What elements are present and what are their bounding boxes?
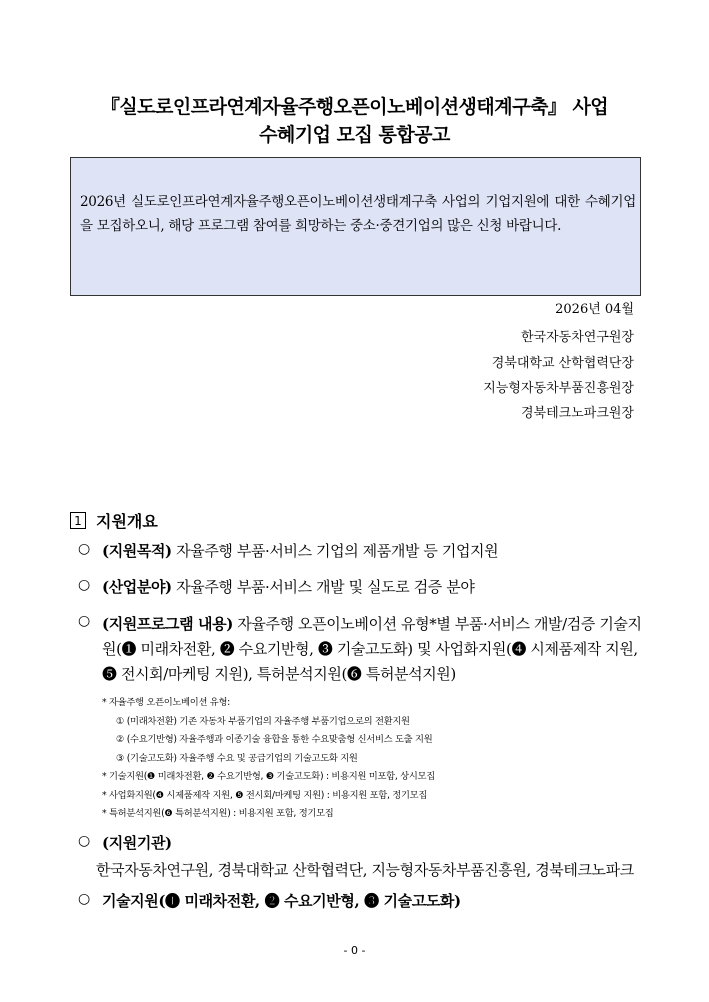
item-text: 자율주행 부품·서비스 기업의 제품개발 등 기업지원 — [171, 542, 499, 560]
intro-text: 2026년 실도로인프라연계자율주행오픈이노베이션생태계구축 사업의 기업지원에 대한 수혜기업을 모집하오니, 해당 프로그램 참여를 희망하는 중소·중견기업의 많은 신청 바랍니다. — [80, 194, 636, 234]
signatory: 경북대학교 산학협력단장 — [491, 356, 634, 371]
announcement-title-line1: 『실도로인프라연계자율주행오픈이노베이션생태계구축』 사업 — [100, 96, 609, 118]
footnote: ③ (기술고도화) 자율주행 수요 및 공급기업의 기술고도화 지원 — [116, 752, 358, 764]
signatory: 경북테크노파크원장 — [520, 406, 634, 421]
announcement-title-line2: 수혜기업 모집 통합공고 — [259, 124, 450, 146]
footnote: * 사업화지원(❹ 시제품제작 지원, ❺ 전시회/마케팅 지원) : 비용지원 포함, 정기모집 — [102, 789, 428, 801]
item-label: 기술지원(❶ 미래차전환, ❷ 수요기반형, ❸ 기술고도화) — [102, 892, 461, 910]
section-heading — [70, 509, 158, 532]
list-item — [78, 890, 648, 911]
item-label: (지원프로그램 내용) — [102, 615, 233, 633]
item-label: (지원목적) — [102, 542, 172, 560]
announcement-date: 2026년 04월 — [555, 302, 634, 317]
footnotes — [102, 694, 435, 824]
bullet-circle-icon: ○ — [78, 577, 90, 593]
list-item — [78, 612, 648, 687]
bullet-circle-icon: ○ — [78, 891, 90, 907]
footnote: ① (미래차전환) 기존 자동차 부품기업의 자율주행 부품기업으로의 전환지원 — [116, 715, 410, 727]
item-text: 자율주행 오픈이노베이션 유형*별 부품·서비스 개발/검증 기술지원(❶ 미래차전환, ❷ 수요기반형, ❸ 기술고도화) 및 사업화지원(❹ 시제품제작 지원, ❺ 전시회/마케팅 지원), 특허분석지원(❻ 특허분석지원) — [102, 615, 642, 683]
signatory: 지능형자동차부품진흥원장 — [483, 381, 634, 396]
item-text: 자율주행 부품·서비스 개발 및 실도로 검증 분야 — [171, 578, 475, 596]
list-item — [78, 832, 648, 880]
footnote: * 특허분석지원(❻ 특허분석지원) : 비용지원 포함, 정기모집 — [102, 808, 334, 819]
item-text: 한국자동차연구원, 경북대학교 산학협력단, 지능형자동차부품진흥원, 경북테크노파크 — [96, 861, 634, 879]
bullet-circle-icon: ○ — [78, 833, 90, 849]
list-item — [78, 540, 648, 561]
item-label: (지원기관) — [102, 834, 172, 852]
footnote: * 자율주행 오픈이노베이션 유형: — [102, 697, 230, 708]
footnote: ② (수요기반형) 자율주행과 이종기술 융합을 통한 수요맞춤형 신서비스 도출 지원 — [116, 734, 433, 745]
footnote: * 기술지원(❶ 미래차전환, ❷ 수요기반형, ❸ 기술고도화) : 비용지원 미포함, 상시모집 — [102, 771, 435, 782]
signatory: 한국자동차연구원장 — [520, 330, 634, 345]
section-number: 1 — [70, 512, 86, 529]
page-number: - 0 - — [343, 944, 366, 957]
item-label: (산업분야) — [102, 578, 172, 596]
section-title: 지원개요 — [96, 512, 158, 531]
bullet-circle-icon: ○ — [78, 541, 90, 557]
list-item — [78, 576, 648, 597]
bullet-circle-icon: ○ — [78, 613, 90, 629]
